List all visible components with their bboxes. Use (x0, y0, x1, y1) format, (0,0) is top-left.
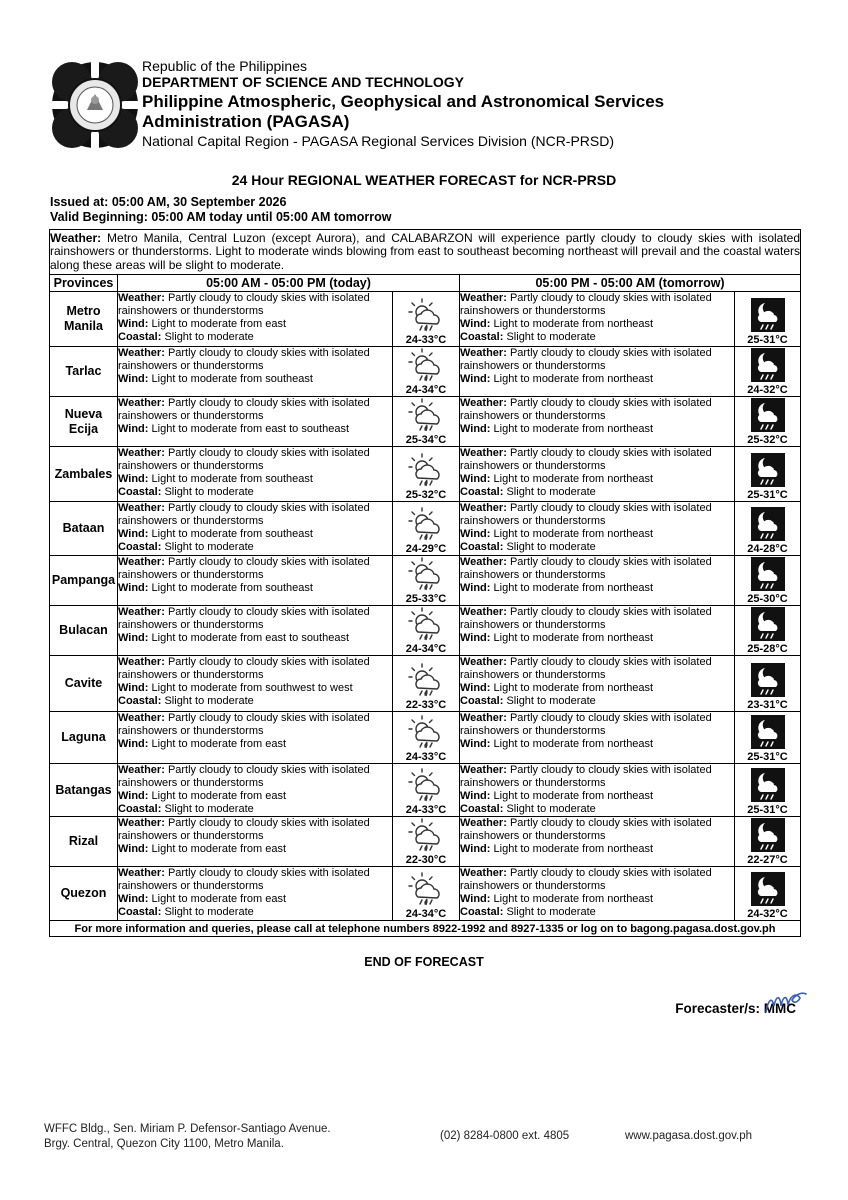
weather-label: Weather: (460, 556, 507, 568)
night-description (460, 606, 735, 656)
weather-text: Partly cloudy to cloudy skies with isolated rainshowers or thunderstorms (118, 556, 370, 581)
provinces-header: Provinces (50, 275, 118, 292)
pagasa-logo (52, 60, 138, 150)
night-cloudy-rain-icon (735, 607, 800, 641)
wind-text: Light to moderate from southeast (151, 373, 313, 385)
wind-text: Light to moderate from northeast (493, 843, 654, 855)
footer-website[interactable]: www.pagasa.dost.gov.ph (625, 1130, 753, 1142)
wind-label: Wind: (460, 473, 491, 485)
night-icon-cell (735, 347, 801, 397)
night-cloudy-rain-icon (735, 818, 800, 852)
wind-label: Wind: (460, 582, 491, 594)
weather-text: Partly cloudy to cloudy skies with isolated rainshowers or thunderstorms (118, 447, 370, 472)
temperature-range: 24-33°C (405, 751, 447, 763)
weather-label: Weather: (118, 292, 165, 304)
wind-text: Light to moderate from east (151, 843, 287, 855)
province-name: Rizal (50, 817, 118, 867)
weather-text: Partly cloudy to cloudy skies with isolated rainshowers or thunderstorms (460, 712, 712, 737)
wind-text: Light to moderate from northeast (493, 738, 654, 750)
night-cloudy-rain-icon (735, 298, 800, 332)
republic-text: Republic of the Philippines (142, 58, 307, 74)
night-icon-cell (735, 764, 801, 817)
wind-text: Light to moderate from northeast (493, 893, 654, 905)
day-description (118, 817, 393, 867)
wind-text: Light to moderate from east (151, 318, 287, 330)
table-row (50, 556, 801, 606)
wind-label: Wind: (460, 843, 491, 855)
forecast-title: 24 Hour REGIONAL WEATHER FORECAST for NCR-PRSD (231, 172, 617, 188)
weather-label: Weather: (460, 397, 507, 409)
province-name: Bulacan (50, 606, 118, 656)
weather-label: Weather: (460, 656, 507, 668)
issued-at: Issued at: 05:00 AM, 30 September 2026 (50, 195, 287, 209)
wind-label: Wind: (118, 473, 149, 485)
coastal-label: Coastal: (118, 695, 162, 707)
temperature-range: 24-32°C (747, 908, 788, 920)
night-cloudy-rain-icon (735, 663, 800, 697)
weather-label: Weather: (460, 764, 507, 776)
temperature-range: 25-28°C (747, 643, 788, 655)
day-icon-cell (393, 447, 460, 502)
coastal-text: Slight to moderate (506, 486, 596, 498)
temperature-range: 25-31°C (747, 334, 788, 346)
coastal-label: Coastal: (460, 803, 504, 815)
temperature-range: 24-29°C (405, 543, 447, 555)
province-name: Metro Manila (50, 292, 118, 347)
weather-label: Weather: (118, 606, 165, 618)
weather-label: Weather: (460, 447, 507, 459)
night-icon-cell (735, 867, 801, 921)
weather-text: Partly cloudy to cloudy skies with isolated rainshowers or thunderstorms (460, 292, 712, 317)
wind-label: Wind: (118, 373, 149, 385)
night-description (460, 347, 735, 397)
night-icon-cell (735, 447, 801, 502)
weather-text: Partly cloudy to cloudy skies with isolated rainshowers or thunderstorms (460, 656, 712, 681)
night-cloudy-rain-icon (735, 715, 800, 749)
province-name: Cavite (50, 656, 118, 712)
night-description (460, 764, 735, 817)
weather-text: Partly cloudy to cloudy skies with isolated rainshowers or thunderstorms (460, 817, 712, 842)
night-cloudy-rain-icon (735, 398, 800, 432)
day-description (118, 867, 393, 921)
table-row (50, 502, 801, 556)
night-icon-cell (735, 817, 801, 867)
coastal-label: Coastal: (118, 331, 162, 343)
weather-text: Partly cloudy to cloudy skies with isolated rainshowers or thunderstorms (118, 397, 370, 422)
weather-text: Partly cloudy to cloudy skies with isolated rainshowers or thunderstorms (118, 292, 370, 317)
valid-period: Valid Beginning: 05:00 AM today until 05:00 AM tomorrow (50, 210, 392, 224)
weather-text: Partly cloudy to cloudy skies with isolated rainshowers or thunderstorms (460, 397, 712, 422)
partly-cloudy-rain-sun-icon (393, 398, 459, 432)
wind-text: Light to moderate from northeast (493, 790, 654, 802)
night-icon-cell (735, 712, 801, 764)
night-icon-cell (735, 292, 801, 347)
table-row (50, 817, 801, 867)
wind-text: Light to moderate from southwest to west (151, 682, 353, 694)
night-description (460, 556, 735, 606)
province-name: Tarlac (50, 347, 118, 397)
province-name: Batangas (50, 764, 118, 817)
night-description (460, 447, 735, 502)
day-description (118, 606, 393, 656)
coastal-text: Slight to moderate (164, 541, 254, 553)
temperature-range: 24-28°C (747, 543, 788, 555)
weather-text: Partly cloudy to cloudy skies with isolated rainshowers or thunderstorms (118, 502, 370, 527)
weather-label: Weather: (460, 867, 507, 879)
coastal-text: Slight to moderate (164, 803, 254, 815)
wind-label: Wind: (118, 582, 149, 594)
weather-label: Weather: (460, 347, 507, 359)
coastal-text: Slight to moderate (506, 906, 596, 918)
weather-text: Partly cloudy to cloudy skies with isolated rainshowers or thunderstorms (460, 502, 712, 527)
temperature-range: 24-34°C (405, 908, 447, 920)
table-row (50, 606, 801, 656)
wind-label: Wind: (460, 528, 491, 540)
contact-note: For more information and queries, please call at telephone numbers 8922-1992 and 8927-1335 or log on to bagong.pagasa.dost.gov.ph (50, 921, 801, 937)
partly-cloudy-rain-sun-icon (393, 348, 459, 382)
day-icon-cell (393, 397, 460, 447)
night-description (460, 502, 735, 556)
day-icon-cell (393, 764, 460, 817)
day-description (118, 397, 393, 447)
temperature-range: 24-34°C (405, 643, 447, 655)
night-icon-cell (735, 502, 801, 556)
wind-text: Light to moderate from northeast (493, 423, 654, 435)
wind-label: Wind: (460, 632, 491, 644)
coastal-text: Slight to moderate (506, 331, 596, 343)
night-description (460, 656, 735, 712)
table-row (50, 447, 801, 502)
coastal-label: Coastal: (118, 486, 162, 498)
coastal-label: Coastal: (118, 803, 162, 815)
agency-name-line2: Administration (PAGASA) (142, 112, 350, 131)
day-description (118, 656, 393, 712)
footer-phone: (02) 8284-0800 ext. 4805 (440, 1130, 570, 1142)
day-description (118, 447, 393, 502)
forecast-table (49, 229, 801, 937)
summary-label: Weather: (50, 230, 102, 245)
end-of-forecast: END OF FORECAST (364, 955, 484, 969)
partly-cloudy-rain-sun-icon (393, 298, 459, 332)
wind-label: Wind: (118, 843, 149, 855)
wind-text: Light to moderate from east (151, 893, 287, 905)
day-icon-cell (393, 656, 460, 712)
table-row (50, 712, 801, 764)
day-description (118, 764, 393, 817)
wind-text: Light to moderate from east (151, 738, 287, 750)
weather-label: Weather: (460, 292, 507, 304)
table-row (50, 397, 801, 447)
wind-label: Wind: (460, 893, 491, 905)
night-cloudy-rain-icon (735, 507, 800, 541)
temperature-range: 25-31°C (747, 804, 788, 816)
weather-text: Partly cloudy to cloudy skies with isolated rainshowers or thunderstorms (118, 764, 370, 789)
weather-text: Partly cloudy to cloudy skies with isolated rainshowers or thunderstorms (118, 656, 370, 681)
temperature-range: 24-32°C (747, 384, 788, 396)
wind-text: Light to moderate from east (151, 790, 287, 802)
partly-cloudy-rain-sun-icon (393, 715, 459, 749)
night-cloudy-rain-icon (735, 768, 800, 802)
table-row (50, 292, 801, 347)
weather-text: Partly cloudy to cloudy skies with isolated rainshowers or thunderstorms (118, 817, 370, 842)
wind-label: Wind: (118, 318, 149, 330)
day-period-header: 05:00 AM - 05:00 PM (today) (118, 275, 460, 292)
wind-label: Wind: (460, 373, 491, 385)
wind-text: Light to moderate from northeast (493, 682, 654, 694)
temperature-range: 22-33°C (405, 699, 447, 711)
weather-label: Weather: (118, 817, 165, 829)
wind-label: Wind: (118, 423, 149, 435)
division-text: National Capital Region - PAGASA Regional Services Division (NCR-PRSD) (142, 133, 615, 149)
night-cloudy-rain-icon (735, 872, 800, 906)
province-name: Laguna (50, 712, 118, 764)
temperature-range: 25-31°C (747, 489, 788, 501)
day-description (118, 292, 393, 347)
day-icon-cell (393, 817, 460, 867)
temperature-range: 22-30°C (405, 854, 447, 866)
wind-label: Wind: (118, 738, 149, 750)
weather-label: Weather: (118, 347, 165, 359)
partly-cloudy-rain-sun-icon (393, 663, 459, 697)
coastal-label: Coastal: (460, 486, 504, 498)
day-description (118, 556, 393, 606)
partly-cloudy-rain-sun-icon (393, 557, 459, 591)
weather-label: Weather: (118, 867, 165, 879)
weather-summary (50, 230, 801, 275)
night-description (460, 292, 735, 347)
night-cloudy-rain-icon (735, 348, 800, 382)
night-description (460, 817, 735, 867)
coastal-text: Slight to moderate (506, 803, 596, 815)
wind-text: Light to moderate from southeast (151, 582, 313, 594)
weather-label: Weather: (118, 502, 165, 514)
summary-text: Metro Manila, Central Luzon (except Aurora), and CALABARZON will experience partly cloudy to cloudy skies with isolated rainshowers or thunderstorms. Light to moderate winds blowing from east to southeast becoming northeast will prevail and the coastal waters along these areas will be slight to moderate. (50, 230, 801, 272)
night-cloudy-rain-icon (735, 557, 800, 591)
day-description (118, 712, 393, 764)
day-icon-cell (393, 347, 460, 397)
weather-label: Weather: (118, 764, 165, 776)
wind-label: Wind: (118, 528, 149, 540)
weather-text: Partly cloudy to cloudy skies with isolated rainshowers or thunderstorms (460, 606, 712, 631)
coastal-label: Coastal: (118, 906, 162, 918)
coastal-label: Coastal: (460, 541, 504, 553)
header-block (142, 58, 782, 150)
wind-label: Wind: (460, 738, 491, 750)
weather-label: Weather: (460, 817, 507, 829)
wind-label: Wind: (460, 790, 491, 802)
coastal-text: Slight to moderate (164, 486, 254, 498)
day-icon-cell (393, 502, 460, 556)
partly-cloudy-rain-sun-icon (393, 607, 459, 641)
weather-text: Partly cloudy to cloudy skies with isolated rainshowers or thunderstorms (460, 867, 712, 892)
temperature-range: 25-34°C (405, 434, 447, 446)
wind-label: Wind: (118, 790, 149, 802)
wind-label: Wind: (460, 318, 491, 330)
day-icon-cell (393, 292, 460, 347)
wind-text: Light to moderate from northeast (493, 318, 654, 330)
wind-label: Wind: (118, 682, 149, 694)
weather-label: Weather: (118, 656, 165, 668)
province-name: Zambales (50, 447, 118, 502)
agency-name-line1: Philippine Atmospheric, Geophysical and Astronomical Services (142, 92, 665, 111)
day-icon-cell (393, 556, 460, 606)
night-icon-cell (735, 656, 801, 712)
weather-text: Partly cloudy to cloudy skies with isolated rainshowers or thunderstorms (118, 347, 370, 372)
coastal-label: Coastal: (460, 906, 504, 918)
night-icon-cell (735, 397, 801, 447)
table-row (50, 764, 801, 817)
coastal-text: Slight to moderate (164, 331, 254, 343)
wind-label: Wind: (460, 682, 491, 694)
weather-text: Partly cloudy to cloudy skies with isolated rainshowers or thunderstorms (460, 764, 712, 789)
day-icon-cell (393, 712, 460, 764)
temperature-range: 23-31°C (747, 699, 788, 711)
partly-cloudy-rain-sun-icon (393, 507, 459, 541)
temperature-range: 22-27°C (747, 854, 788, 866)
issue-info (50, 195, 391, 225)
temperature-range: 24-34°C (405, 384, 447, 396)
temperature-range: 25-32°C (405, 489, 447, 501)
wind-label: Wind: (460, 423, 491, 435)
day-description (118, 347, 393, 397)
weather-label: Weather: (118, 712, 165, 724)
partly-cloudy-rain-sun-icon (393, 818, 459, 852)
wind-text: Light to moderate from northeast (493, 473, 654, 485)
day-icon-cell (393, 606, 460, 656)
address-line1: WFFC Bldg., Sen. Miriam P. Defensor-Santiago Avenue. (44, 1123, 331, 1135)
weather-text: Partly cloudy to cloudy skies with isolated rainshowers or thunderstorms (118, 712, 370, 737)
wind-text: Light to moderate from east to southeast (151, 632, 350, 644)
night-icon-cell (735, 556, 801, 606)
wind-text: Light to moderate from northeast (493, 632, 654, 644)
department-text: DEPARTMENT OF SCIENCE AND TECHNOLOGY (142, 74, 465, 90)
coastal-label: Coastal: (460, 695, 504, 707)
weather-label: Weather: (460, 712, 507, 724)
coastal-text: Slight to moderate (506, 541, 596, 553)
temperature-range: 25-33°C (405, 593, 447, 605)
wind-text: Light to moderate from northeast (493, 373, 654, 385)
province-name: Pampanga (50, 556, 118, 606)
night-icon-cell (735, 606, 801, 656)
province-name: Quezon (50, 867, 118, 921)
province-name: Nueva Ecija (50, 397, 118, 447)
footer-address (44, 1122, 331, 1152)
table-row (50, 347, 801, 397)
partly-cloudy-rain-sun-icon (393, 768, 459, 802)
wind-text: Light to moderate from southeast (151, 473, 313, 485)
address-line2: Brgy. Central, Quezon City 1100, Metro Manila. (44, 1138, 284, 1150)
partly-cloudy-rain-sun-icon (393, 872, 459, 906)
night-cloudy-rain-icon (735, 453, 800, 487)
weather-text: Partly cloudy to cloudy skies with isolated rainshowers or thunderstorms (118, 606, 370, 631)
weather-text: Partly cloudy to cloudy skies with isolated rainshowers or thunderstorms (460, 556, 712, 581)
coastal-text: Slight to moderate (506, 695, 596, 707)
wind-text: Light to moderate from northeast (493, 528, 654, 540)
coastal-label: Coastal: (460, 331, 504, 343)
weather-label: Weather: (118, 447, 165, 459)
province-name: Bataan (50, 502, 118, 556)
night-description (460, 867, 735, 921)
wind-text: Light to moderate from northeast (493, 582, 654, 594)
temperature-range: 25-31°C (747, 751, 788, 763)
temperature-range: 25-30°C (747, 593, 788, 605)
temperature-range: 24-33°C (405, 334, 447, 346)
night-description (460, 712, 735, 764)
coastal-text: Slight to moderate (164, 695, 254, 707)
day-icon-cell (393, 867, 460, 921)
night-period-header: 05:00 PM - 05:00 AM (tomorrow) (460, 275, 801, 292)
weather-text: Partly cloudy to cloudy skies with isolated rainshowers or thunderstorms (118, 867, 370, 892)
coastal-label: Coastal: (118, 541, 162, 553)
night-description (460, 397, 735, 447)
wind-label: Wind: (118, 893, 149, 905)
coastal-text: Slight to moderate (164, 906, 254, 918)
weather-label: Weather: (118, 556, 165, 568)
temperature-range: 25-32°C (747, 434, 788, 446)
wind-text: Light to moderate from southeast (151, 528, 313, 540)
weather-label: Weather: (460, 502, 507, 514)
weather-label: Weather: (118, 397, 165, 409)
weather-text: Partly cloudy to cloudy skies with isolated rainshowers or thunderstorms (460, 447, 712, 472)
day-description (118, 502, 393, 556)
forecaster-signature (762, 988, 808, 1018)
weather-label: Weather: (460, 606, 507, 618)
wind-label: Wind: (118, 632, 149, 644)
forecaster-label: Forecaster/s: MMC (675, 1001, 796, 1016)
table-row (50, 656, 801, 712)
temperature-range: 24-33°C (405, 804, 447, 816)
weather-text: Partly cloudy to cloudy skies with isolated rainshowers or thunderstorms (460, 347, 712, 372)
table-row (50, 867, 801, 921)
wind-text: Light to moderate from east to southeast (151, 423, 350, 435)
partly-cloudy-rain-sun-icon (393, 453, 459, 487)
